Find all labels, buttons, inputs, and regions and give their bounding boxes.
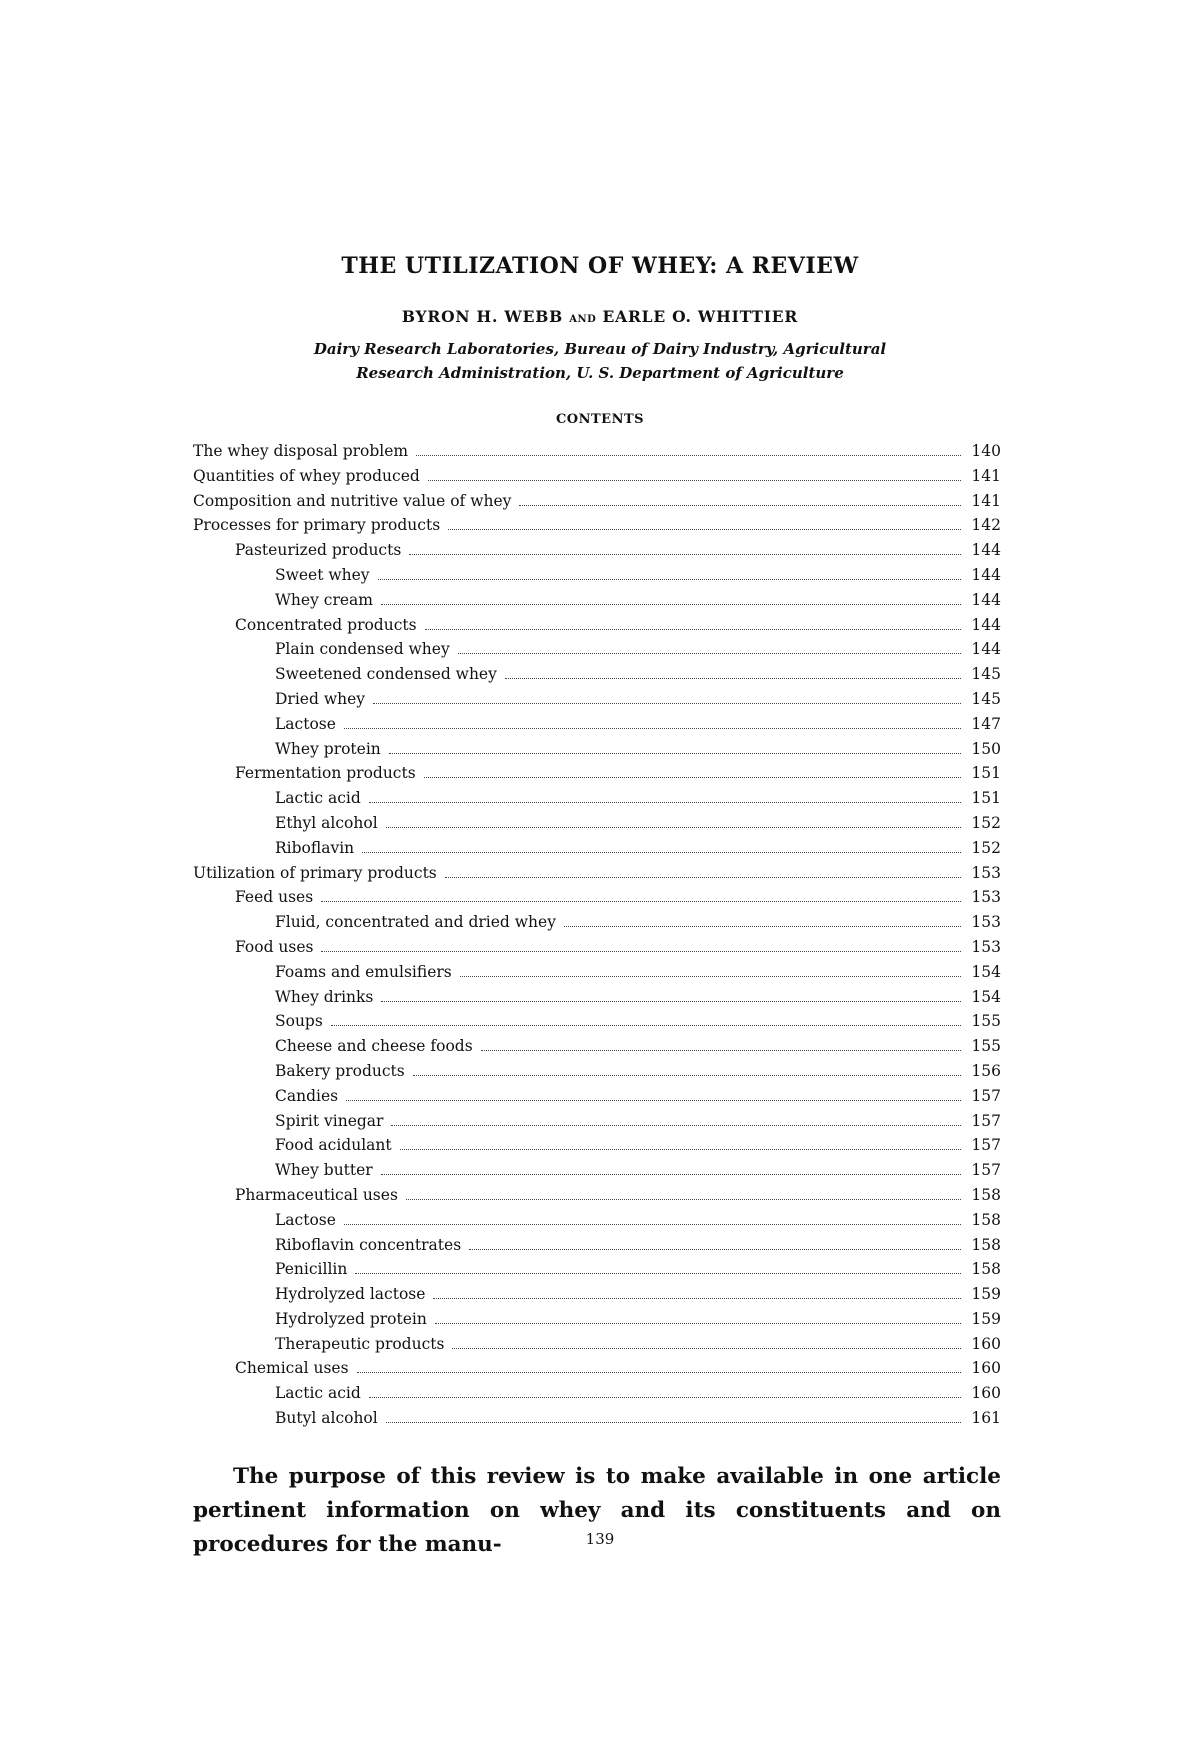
- toc-entry-label: The whey disposal problem: [193, 442, 409, 460]
- toc-entry-label: Sweetened condensed whey: [275, 665, 497, 684]
- toc-entry: [193, 1087, 1001, 1112]
- affiliation: [0, 337, 1200, 385]
- toc-entry-page: 153: [971, 863, 1001, 882]
- toc-entry: [193, 566, 1001, 591]
- toc-entry: [193, 492, 1001, 517]
- toc-entry-page: 140: [971, 442, 1001, 460]
- toc-entry-label: Dried whey: [275, 689, 365, 708]
- toc-leader-dots: [428, 480, 961, 481]
- toc-entry-label: Whey butter: [275, 1161, 373, 1180]
- toc-entry-label: Composition and nutritive value of whey: [193, 491, 512, 510]
- toc-leader-dots: [452, 1348, 961, 1349]
- toc-entry-page: 157: [971, 1161, 1001, 1180]
- toc-entry-label: Lactose: [275, 714, 336, 733]
- toc-entry-page: 160: [971, 1359, 1001, 1378]
- toc-leader-dots: [425, 629, 961, 630]
- contents-heading: CONTENTS: [555, 412, 645, 427]
- toc-entry-page: 158: [971, 1260, 1001, 1279]
- toc-entry: [193, 814, 1001, 839]
- toc-leader-dots: [369, 802, 961, 803]
- toc-entry: [193, 839, 1001, 864]
- toc-entry: [193, 913, 1001, 938]
- toc-leader-dots: [481, 1050, 961, 1051]
- toc-entry-label: Butyl alcohol: [275, 1409, 378, 1428]
- toc-entry-page: 158: [971, 1235, 1001, 1254]
- toc-leader-dots: [386, 1422, 961, 1423]
- toc-entry-label: Candies: [275, 1086, 339, 1105]
- toc-leader-dots: [381, 1174, 961, 1175]
- toc-entry: [193, 690, 1001, 715]
- toc-leader-dots: [409, 554, 961, 555]
- toc-entry: [193, 1409, 1001, 1434]
- toc-leader-dots: [362, 852, 961, 853]
- toc-entry-label: Whey protein: [275, 739, 381, 758]
- toc-entry: [193, 1211, 1001, 1236]
- article-title: THE UTILIZATION OF WHEY: A REVIEW: [341, 253, 859, 279]
- toc-entry-page: 161: [971, 1409, 1001, 1428]
- toc-leader-dots: [519, 505, 961, 506]
- toc-entry: [193, 1186, 1001, 1211]
- toc-leader-dots: [433, 1298, 961, 1299]
- author-webb: BYRON H. WEBB: [401, 307, 564, 326]
- toc-entry-label: Whey drinks: [275, 987, 374, 1006]
- toc-entry-page: 147: [971, 714, 1001, 733]
- toc-leader-dots: [435, 1323, 961, 1324]
- toc-entry-page: 145: [971, 665, 1001, 684]
- toc-entry-label: Therapeutic products: [275, 1334, 445, 1353]
- toc-entry-page: 157: [971, 1086, 1001, 1105]
- toc-entry-label: Concentrated products: [235, 615, 417, 634]
- toc-entry-page: 155: [971, 1012, 1001, 1031]
- toc-leader-dots: [373, 703, 961, 704]
- toc-entry: [193, 740, 1001, 765]
- toc-entry-page: 152: [971, 838, 1001, 857]
- toc-leader-dots: [413, 1075, 961, 1076]
- toc-entry: [193, 665, 1001, 690]
- toc-entry-page: 160: [971, 1334, 1001, 1353]
- toc-entry-label: Lactose: [275, 1210, 336, 1229]
- author-whittier: EARLE O. WHITTIER: [602, 307, 799, 326]
- toc-entry-page: 153: [971, 913, 1001, 932]
- toc-entry-label: Soups: [275, 1012, 323, 1031]
- toc-entry-page: 150: [971, 739, 1001, 758]
- toc-entry-page: 141: [971, 491, 1001, 510]
- toc-leader-dots: [460, 976, 961, 977]
- table-of-contents: [193, 442, 1001, 1434]
- toc-leader-dots: [321, 901, 961, 902]
- toc-entry-label: Fermentation products: [235, 764, 416, 783]
- toc-entry-page: 144: [971, 565, 1001, 584]
- toc-entry: [193, 1335, 1001, 1360]
- toc-leader-dots: [344, 1224, 961, 1225]
- toc-entry: [193, 1012, 1001, 1037]
- toc-entry: [193, 1310, 1001, 1335]
- toc-entry-page: 144: [971, 640, 1001, 659]
- toc-entry: [193, 640, 1001, 665]
- affiliation-line-2: Research Administration, U. S. Department of Agriculture: [356, 364, 844, 382]
- toc-leader-dots: [357, 1372, 961, 1373]
- toc-entry-label: Sweet whey: [275, 565, 370, 584]
- toc-entry-label: Food uses: [235, 937, 314, 956]
- toc-entry-page: 159: [971, 1309, 1001, 1328]
- toc-entry-page: 144: [971, 541, 1001, 560]
- toc-leader-dots: [381, 1001, 961, 1002]
- toc-entry-label: Lactic acid: [275, 1384, 361, 1403]
- toc-entry-page: 144: [971, 615, 1001, 634]
- toc-entry-page: 160: [971, 1384, 1001, 1403]
- toc-entry: [193, 764, 1001, 789]
- toc-entry-label: Plain condensed whey: [275, 640, 450, 659]
- toc-entry-page: 157: [971, 1136, 1001, 1155]
- toc-entry-label: Food acidulant: [275, 1136, 392, 1155]
- toc-entry-label: Chemical uses: [235, 1359, 349, 1378]
- toc-leader-dots: [416, 455, 961, 456]
- toc-entry-label: Utilization of primary products: [193, 863, 437, 882]
- toc-entry-page: 152: [971, 813, 1001, 832]
- toc-leader-dots: [355, 1273, 961, 1274]
- toc-entry: [193, 963, 1001, 988]
- toc-entry: [193, 1161, 1001, 1186]
- toc-entry-label: Processes for primary products: [193, 516, 441, 535]
- affiliation-line-1: Dairy Research Laboratories, Bureau of Dairy Industry, Agricultural: [313, 340, 887, 358]
- toc-entry: [193, 616, 1001, 641]
- toc-leader-dots: [321, 951, 961, 952]
- toc-entry-label: Whey cream: [275, 590, 373, 609]
- author-line: [0, 307, 1200, 326]
- toc-entry-label: Hydrolyzed lactose: [275, 1285, 426, 1304]
- toc-entry: [193, 888, 1001, 913]
- toc-entry-label: Cheese and cheese foods: [275, 1037, 473, 1056]
- toc-leader-dots: [469, 1249, 961, 1250]
- toc-entry-label: Ethyl alcohol: [275, 813, 378, 832]
- toc-entry-page: 153: [971, 937, 1001, 956]
- author-join: AND: [569, 314, 597, 325]
- toc-entry-label: Feed uses: [235, 888, 314, 907]
- toc-entry: [193, 467, 1001, 492]
- toc-entry-label: Riboflavin concentrates: [275, 1235, 462, 1254]
- intro-paragraph: The purpose of this review is to make available in one article pertinent information on whey and its constituents and on procedures for the manu-: [193, 1464, 1001, 1557]
- toc-entry-page: 158: [971, 1185, 1001, 1204]
- toc-leader-dots: [448, 529, 961, 530]
- toc-leader-dots: [389, 753, 961, 754]
- toc-entry-label: Foams and emulsifiers: [275, 962, 452, 981]
- toc-entry-label: Fluid, concentrated and dried whey: [275, 913, 556, 932]
- toc-entry: [193, 442, 1001, 467]
- toc-entry-label: Lactic acid: [275, 789, 361, 808]
- toc-entry: [193, 591, 1001, 616]
- toc-entry-page: 154: [971, 987, 1001, 1006]
- toc-leader-dots: [445, 877, 961, 878]
- toc-entry-page: 144: [971, 590, 1001, 609]
- toc-entry: [193, 715, 1001, 740]
- toc-entry-page: 158: [971, 1210, 1001, 1229]
- toc-leader-dots: [331, 1025, 961, 1026]
- toc-entry-label: Pasteurized products: [235, 541, 402, 560]
- toc-entry-page: 157: [971, 1111, 1001, 1130]
- toc-entry: [193, 1359, 1001, 1384]
- toc-entry: [193, 516, 1001, 541]
- toc-entry: [193, 1260, 1001, 1285]
- toc-entry-label: Spirit vinegar: [275, 1111, 384, 1130]
- toc-entry-page: 156: [971, 1061, 1001, 1080]
- toc-leader-dots: [346, 1100, 961, 1101]
- toc-entry-page: 142: [971, 516, 1001, 535]
- toc-leader-dots: [406, 1199, 961, 1200]
- toc-entry: [193, 864, 1001, 889]
- toc-leader-dots: [424, 777, 961, 778]
- toc-entry: [193, 938, 1001, 963]
- toc-leader-dots: [381, 604, 961, 605]
- toc-leader-dots: [378, 579, 961, 580]
- toc-entry-page: 151: [971, 764, 1001, 783]
- toc-entry-page: 145: [971, 689, 1001, 708]
- toc-entry: [193, 789, 1001, 814]
- toc-leader-dots: [369, 1397, 961, 1398]
- toc-entry: [193, 541, 1001, 566]
- toc-entry-label: Bakery products: [275, 1061, 405, 1080]
- toc-entry: [193, 1112, 1001, 1137]
- toc-entry: [193, 1285, 1001, 1310]
- toc-entry-page: 154: [971, 962, 1001, 981]
- toc-entry-label: Penicillin: [275, 1260, 348, 1279]
- toc-entry-page: 151: [971, 789, 1001, 808]
- toc-leader-dots: [400, 1149, 961, 1150]
- toc-entry-page: 153: [971, 888, 1001, 907]
- toc-leader-dots: [386, 827, 961, 828]
- toc-entry: [193, 1236, 1001, 1261]
- toc-entry: [193, 1136, 1001, 1161]
- toc-leader-dots: [344, 728, 961, 729]
- toc-leader-dots: [564, 926, 961, 927]
- toc-entry: [193, 1062, 1001, 1087]
- toc-entry: [193, 988, 1001, 1013]
- page-number: 139: [585, 1530, 615, 1548]
- toc-entry-label: Pharmaceutical uses: [235, 1185, 398, 1204]
- toc-entry-label: Hydrolyzed protein: [275, 1309, 427, 1328]
- toc-entry-page: 159: [971, 1285, 1001, 1304]
- toc-entry-page: 141: [971, 466, 1001, 485]
- toc-entry: [193, 1384, 1001, 1409]
- toc-entry-label: Riboflavin: [275, 838, 355, 857]
- toc-entry: [193, 1037, 1001, 1062]
- toc-leader-dots: [391, 1125, 961, 1126]
- toc-entry-label: Quantities of whey produced: [193, 466, 420, 485]
- toc-entry-page: 155: [971, 1037, 1001, 1056]
- toc-leader-dots: [505, 678, 961, 679]
- toc-leader-dots: [458, 653, 961, 654]
